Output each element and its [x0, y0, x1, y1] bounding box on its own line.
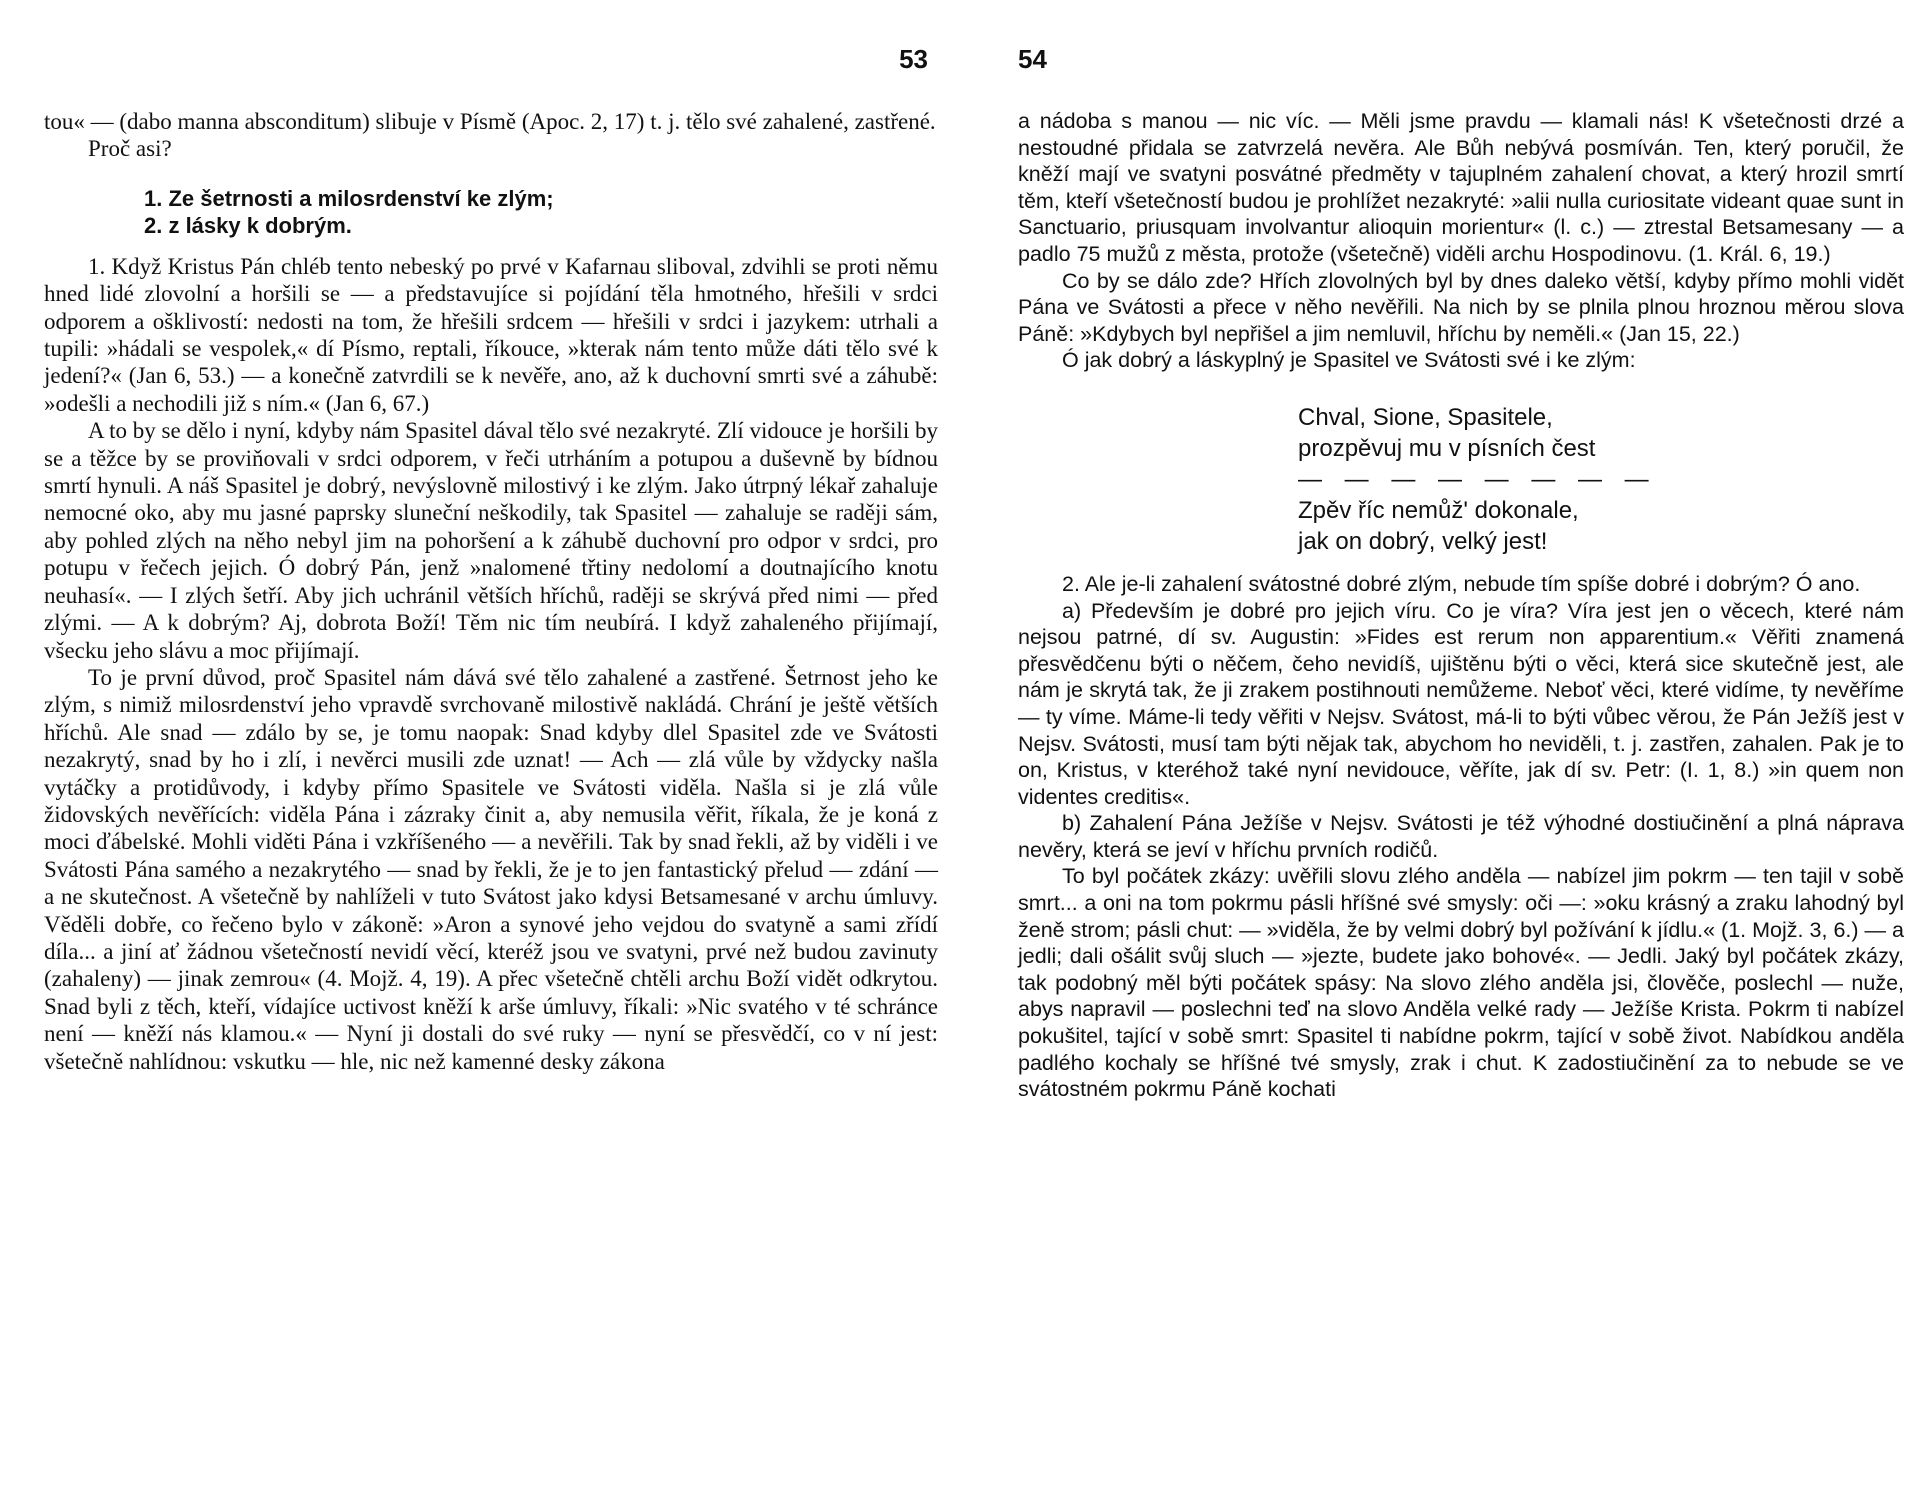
page-body	[1018, 108, 1904, 1103]
hymn-verse	[1298, 402, 1904, 557]
section-heading: 1. Ze šetrnosti a milosrdenství ke zlým;	[144, 185, 554, 211]
page-body	[44, 108, 938, 1075]
verse-line: Chval, Sione, Spasitele,	[1298, 403, 1553, 431]
verse-line: Zpěv říc nemůž' dokonale,	[1298, 496, 1579, 524]
paragraph: Ó jak dobrý a láskyplný je Spasitel ve Svátosti své i ke zlým:	[1062, 348, 1636, 373]
verse-line: prozpěvuj mu v písních čest	[1298, 434, 1596, 462]
paragraph: Proč asi?	[88, 136, 172, 162]
paragraph: tou« — (dabo manna absconditum) slibuje v Písmě (Apoc. 2, 17) t. j. tělo své zahalené, zastřené.	[44, 109, 936, 134]
verse-line: jak on dobrý, velký jest!	[1298, 527, 1548, 555]
paragraph: A to by se dělo i nyní, kdyby nám Spasitel dával tělo své nezakryté. Zlí vidouce je horšili by se a těžce by se proviňovali v srdci odporem, v řeči utrháním a potupou a duševně by bídnou smrtí hynuli. A náš Spasitel je dobrý, nevýslovně milostivý i ke zlým. Jako útrpný lékař zahaluje nemocné oko, aby mu jasné paprsky sluneční neškodily, tak Spasitel — zahaluje se raději sám, aby pohled zlých na něho nebyl jim na pohoršení a k záhubě duchovní pro odpor v srdci, pro potupu v řečech jejich. Ó dobrý Pán, jenž »nalomené třtiny nedolomí a doutnajícího knotu neuhasí«. — I zlých šetří. Aby jich uchránil větších hříchů, raději se skrývá před nimi — před zlými. — A k dobrým? Aj, dobrota Boží! Těm nic tím neubírá. I když zahaleného přijímají, všecku jeho slávu a moc přijímají.	[44, 418, 938, 663]
paragraph: To je první důvod, proč Spasitel nám dává své tělo zahalené a zastřené. Šetrnost jeho ke zlým, s nimiž milosrdenství jeho vpravdě svrchovaně milostivě nakládá. Chrání je ještě větších hříchů. Ale snad — zdálo by se, je tomu naopak: Snad kdyby dlel Spasitel zde ve Svátosti nezakrytý, snad by ho i zlí, i nevěrci musili zde uznat! — Ach — zlá vůle by vždycky našla vytáčky a protidůvody, i kdyby přímo Spasitele ve Svátosti viděla. Našla si je zlá vůle židovských nevěřících: viděla Pána i zázraky činit a, aby nemusila věřit, říkala, že je koná z moci ďábelské. Mohli viděti Pána i vzkříšeného — a nevěřili. Tak by snad řekli, až by viděli i ve Svátosti Pána samého a nezakrytého — snad by řekli, že je to jen fantastický přelud — zdání — a ne skutečnost. A všetečně by nahlíželi v tuto Svátost jako kdysi Betsamesané v archu úmluvy. Věděli dobře, co řečeno bylo v zákoně: »Aron a synové jeho vejdou do svatyně a sami zřídí díla... a jiní ať žádnou všetečností nevidí věcí, kteréž jsou ve svatyni, prvé než budou zavinuty (zahaleny) — jinak zemrou« (4. Mojž. 4, 19). A přec všetečně chtěli archu Boží vidět odkrytou. Snad byli z těch, kteří, vídajíce uctivost kněží k arše úmluvy, říkali: »Nic svatého v té schránce není — kněží nás klamou.« — Nyní ji dostali do své ruky — nyní se přesvědčí, co v ní jest: všetečně nahlídnou: vskutku — hle, nic než kamenné desky zákona	[44, 664, 938, 1074]
paragraph: To byl počátek zkázy: uvěřili slovu zlého anděla — nabízel jim pokrm — ten tajil v sobě smrt... a oni na tom pokrmu pásli hříšné své smysly: oči —: »oku krásný a zraku lahodný byl ženě strom; pásli chut: — »viděla, že by velmi dobrý byl požívání k jídlu.« (1. Mojž. 3, 6.) — a jedli; dali ošálit svůj sluch — »jezte, budete jako bohové«. — Jedli. Jaký byl počátek zkázy, tak podobný měl býti počátek spásy: Na slovo zlého anděla jsi, člověče, poslechl — nuže, abys napravil — poslechni teď na slovo Anděla velké rady — Ježíše Krista. Pokrm ti nabízel pokušitel, tající v sobě smrt: Spasitel ti nabídne pokrm, tající v sobě život. Nabídkou anděla padlého kochaly se hříšné tvé smysly, zrak i chut. K zadostiučinění za to nebude se ve svátostném pokrmu Páně kochati	[1018, 864, 1904, 1102]
paragraph: 2. Ale je-li zahalení svátostné dobré zlým, nebude tím spíše dobré i dobrým? Ó ano.	[1062, 571, 1861, 596]
verse-divider: — — — — — — — —	[1298, 465, 1657, 493]
paragraph: b) Zahalení Pána Ježíše v Nejsv. Svátosti je též výhodné dostiučinění a plná náprava nevěry, která se jeví v hříchu prvních rodičů.	[1018, 811, 1904, 862]
paragraph: a nádoba s manou — nic víc. — Měli jsme pravdu — klamali nás! K všetečnosti drzé a nestoudné přidala se zatvrzelá nevěra. Ale Bůh nebývá posmíván. Ten, který poručil, že kněží mají ve svatyni posvátné předměty v tajuplném zahalení chovat, a který hrozil smrtí těm, kteří všetečností budou je prohlížet nezakryté: »alii nulla curiositate videant quae sunt in Sanctuario, priusquam involvantur alioquin morientur« (l. c.) — ztrestal Betsamesany — a padlo 75 mužů z města, protože (všetečně) viděli archu Hospodinovu. (1. Král. 6, 19.)	[1018, 109, 1904, 266]
page-number: 53	[899, 44, 928, 74]
paragraph: a) Především je dobré pro jejich víru. Co je víra? Víra jest jen o věcech, které nám nejsou patrné, dí sv. Augustin: »Fides est rerum non apparentium.« Věřiti znamená přesvědčenu býti o něčem, čeho nevidíš, ujištěnu býti o věci, která sice skutečně jest, ale nám je skrytá tak, že ji zrakem postihnouti nemůžeme. Neboť věci, které vidíme, ty nevěříme — ty víme. Máme-li tedy věřiti v Nejsv. Svátost, má-li to býti vůbec věrou, že Pán Ježíš jest v Nejsv. Svátosti, musí tam býti nějak tak, abychom ho neviděli, t. j. zastřen, zahalen. Pak je to on, Kristus, v kteréhož také nyní nevidouce, věříte, jak dí sv. Petr: (I. 1, 8.) »in quem non videntes creditis«.	[1018, 598, 1904, 809]
page-number: 54	[1018, 44, 1047, 74]
section-heading: 2. z lásky k dobrým.	[144, 212, 352, 238]
paragraph: 1. Když Kristus Pán chléb tento nebeský po prvé v Kafarnau sliboval, zdvihli se proti němu hned lidé zlovolní a horšili se — a představujíce si pojídání těla hmotného, hřešili v srdci odporem a ošklivostí: nedosti na tom, že hřešili srdcem — hřešili v srdci i jazykem: utrhali a tupili: »hádali se vespolek,« dí Písmo, reptali, říkouce, »kterak nám tento může dáti tělo své k jedení?« (Jan 6, 53.) — a konečně zatvrdili se k nevěře, ano, až k duchovní smrti své a záhubě: »odešli a nechodili již s ním.« (Jan 6, 67.)	[44, 253, 938, 416]
paragraph: Co by se dálo zde? Hřích zlovolných byl by dnes daleko větší, kdyby přímo mohli vidět Pána ve Svátosti a přece v něho nevěřili. Na nich by se plnila plnou hroznou měrou slova Páně: »Kdybych byl nepřišel a jim nemluvil, hříchu by neměli.« (Jan 15, 22.)	[1018, 268, 1904, 346]
